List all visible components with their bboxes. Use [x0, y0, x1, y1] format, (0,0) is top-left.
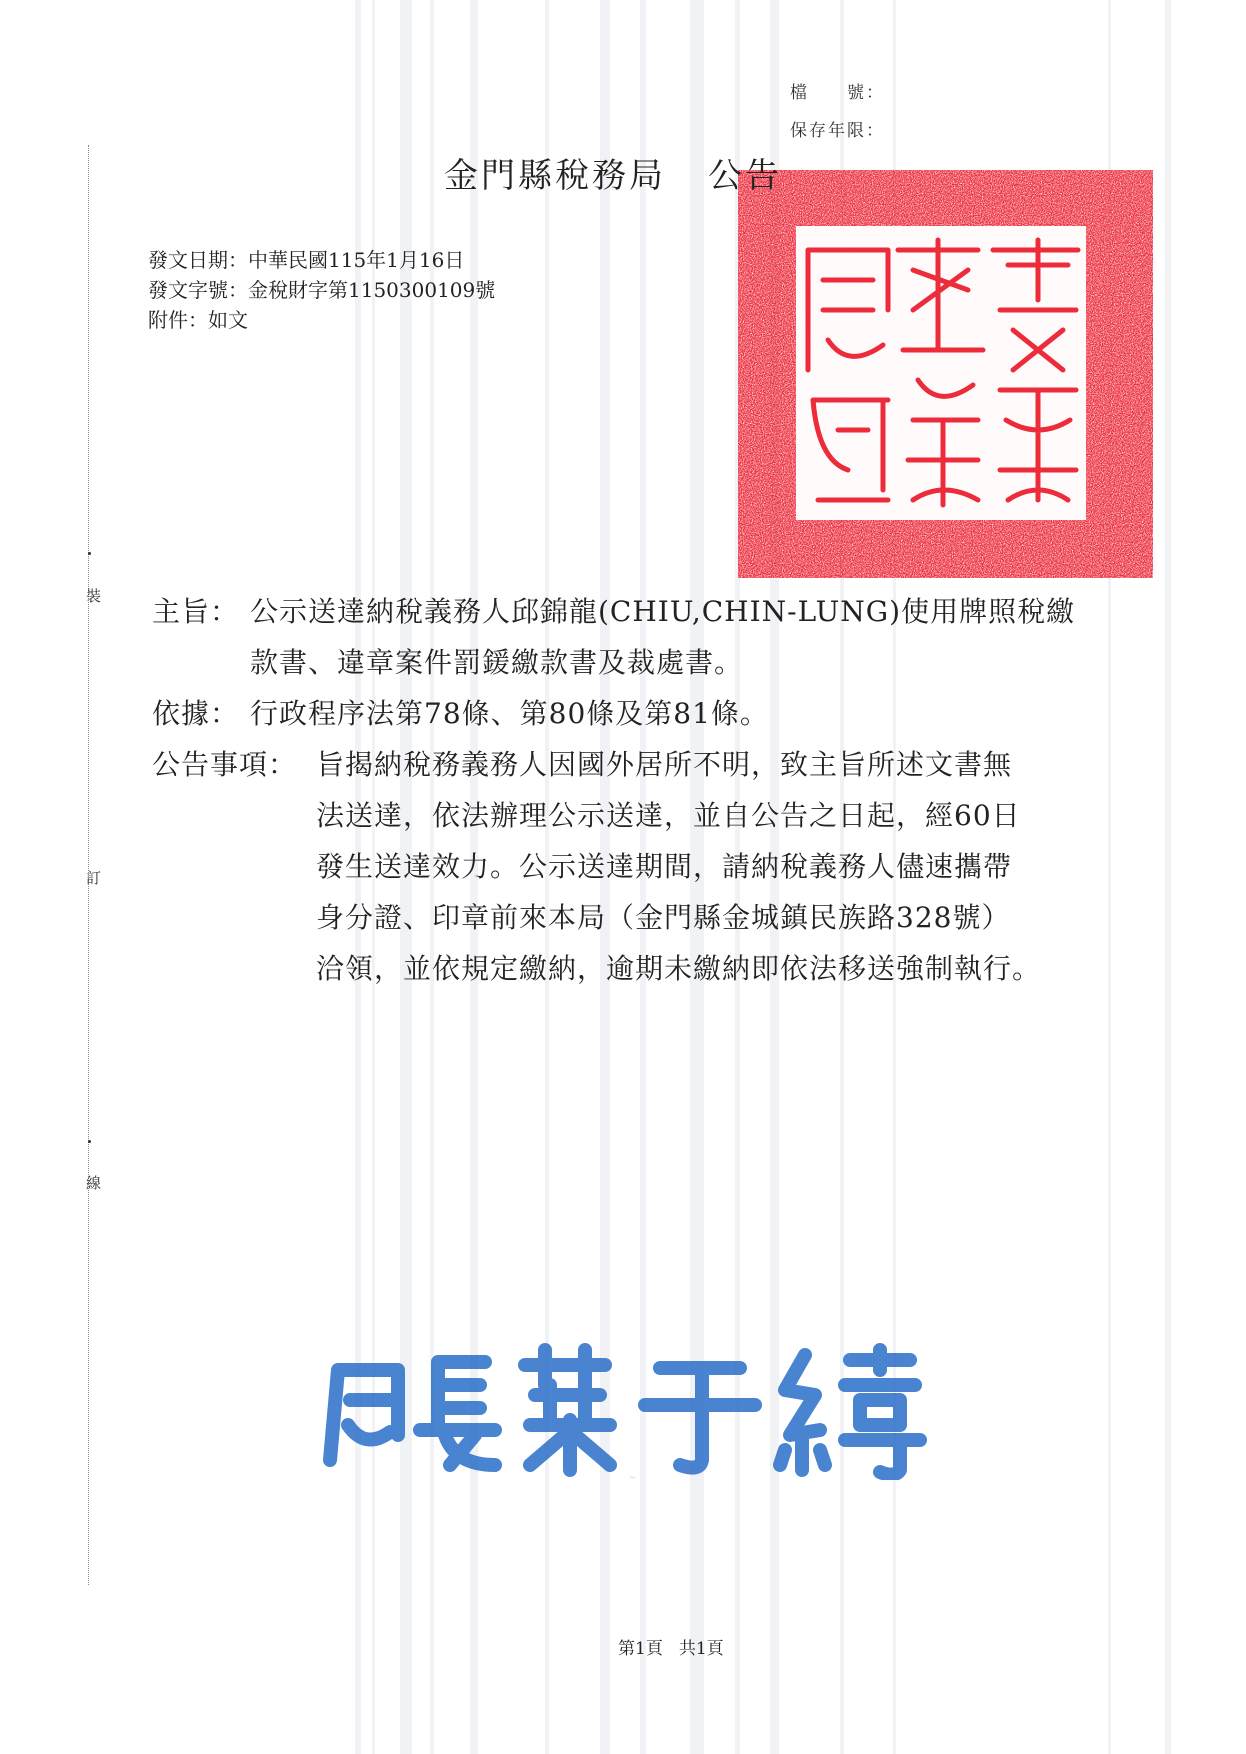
director-signature-stamp: [320, 1340, 940, 1480]
notice-label: 公告事項：: [152, 748, 298, 781]
notice-line: 旨揭納稅務義務人因國外居所不明，致主旨所述文書無: [316, 748, 1013, 781]
subject-line-1: 公示送達納稅義務人邱錦龍(CHIU,CHIN-LUNG)使用牌照稅繳: [250, 595, 1076, 628]
official-seal: [738, 170, 1153, 578]
agency-name: 金門縣稅務局: [444, 156, 666, 196]
binding-mark-xian: 線: [86, 1174, 102, 1192]
attachment: 附件：如文: [148, 308, 248, 332]
binding-line: [88, 145, 89, 1585]
basis-label: 依據：: [152, 697, 240, 730]
basis-text: 行政程序法第78條、第80條及第81條。: [250, 697, 769, 730]
retention-period-label: 保存年限：: [790, 121, 885, 141]
page-number: 第1頁: [618, 1639, 663, 1659]
scan-streak: [1165, 0, 1171, 1754]
page-title: [444, 148, 782, 197]
notice-line: 洽領，並依規定繳納，逾期未繳納即依法移送強制執行。: [316, 952, 1042, 985]
subject-label: 主旨：: [152, 595, 240, 628]
signature-text: 局長葉于綺: [630, 1478, 635, 1479]
document-type: 公告: [708, 156, 782, 196]
binding-mark-ding: 訂: [86, 869, 102, 887]
notice-line: 法送達，依法辦理公示送達，並自公告之日起，經60日: [316, 799, 1021, 832]
document-number: 發文字號：金稅財字第1150300109號: [148, 278, 496, 302]
subject-line-2: 款書、違章案件罰鍰繳款書及裁處書。: [250, 646, 744, 679]
binding-dot: [88, 1140, 91, 1143]
issue-date: 發文日期：中華民國115年1月16日: [148, 248, 465, 272]
notice-line: 發生送達效力。公示送達期間，請納稅義務人儘速攜帶: [316, 850, 1013, 883]
page-total: 共1頁: [678, 1639, 724, 1659]
binding-mark-zhuang: 裝: [86, 587, 102, 605]
file-number-label: 檔 號：: [790, 83, 885, 103]
notice-line: 身分證、印章前來本局（金門縣金城鎮民族路328號）: [316, 901, 1011, 934]
seal-text: 金門縣稅務局印: [945, 568, 952, 569]
binding-dot: [88, 552, 91, 555]
page-footer: [618, 1634, 724, 1659]
